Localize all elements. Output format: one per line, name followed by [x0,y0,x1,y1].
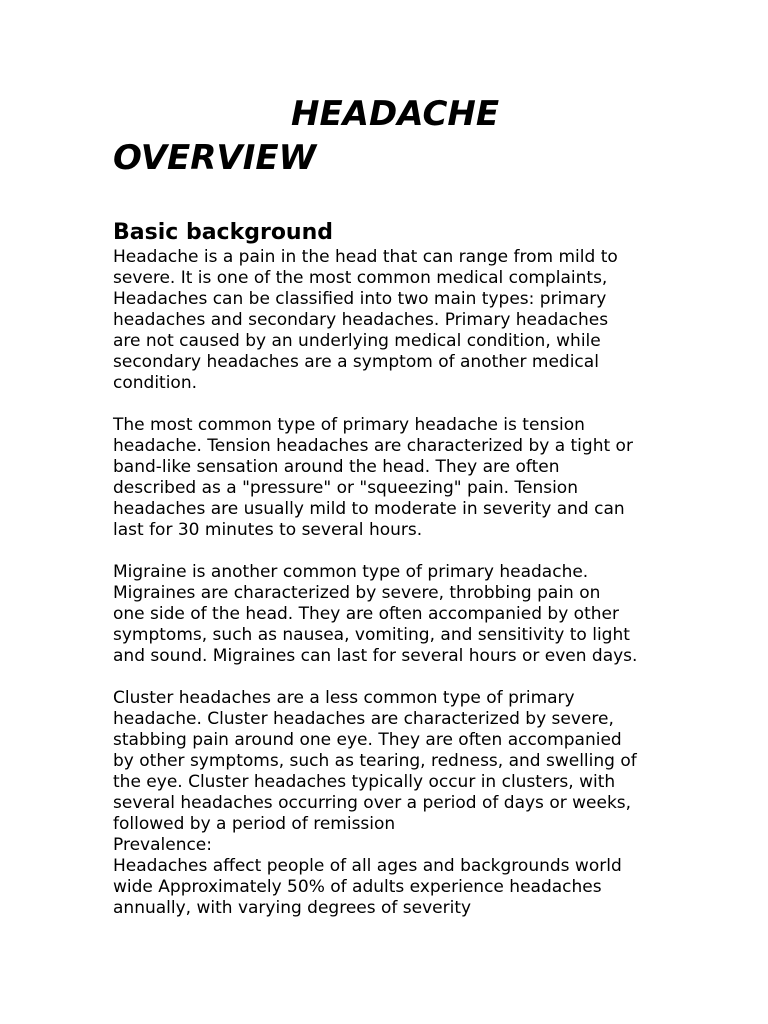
paragraph-spacer [113,394,673,415]
paragraph-spacer [113,667,673,688]
title-line-2: OVERVIEW [113,138,317,178]
document-title [113,92,673,180]
title-line-1: HEADACHE [291,94,500,134]
paragraph-intro: Headache is a pain in the head that can range from mild to severe. It is one of the most common medical complaints, Headaches can be classified into two main types: primary headaches and secondary headaches. Primary headaches are not caused by an underlying medical condition, while secondary headaches are a symptom of another medical condition. [113,247,618,393]
paragraph-migraine: Migraine is another common type of primary headache. Migraines are characterized by severe, throbbing pain on one side of the head. They are often accompanied by other symptoms, such as nausea, vomiting, and sensitivity to light and sound. Migraines can last for several hours or even days. [113,562,638,666]
paragraph-cluster-prevalence: Cluster headaches are a less common type of primary headache. Cluster headaches are characterized by severe, stabbing pain around one eye. They are often accompanied by other symptoms, such as tearing, redness, and swelling of the eye. Cluster headaches typically occur in clusters, with several headaches occurring over a period of days or weeks, followed by a period of remission Prevalence: Headaches affect people of all ages and backgrounds world wide Approximately 50% of adults experience headaches annually, with varying degrees of severity [113,688,637,918]
document-page [113,92,673,919]
section-heading: Basic background [113,220,333,245]
paragraph-tension: The most common type of primary headache is tension headache. Tension headaches are characterized by a tight or band-like sensation around the head. They are often described as a "pressure" or "squeezing" pain. Tension headaches are usually mild to moderate in severity and can last for 30 minutes to several hours. [113,415,633,540]
paragraph-spacer [113,541,673,562]
